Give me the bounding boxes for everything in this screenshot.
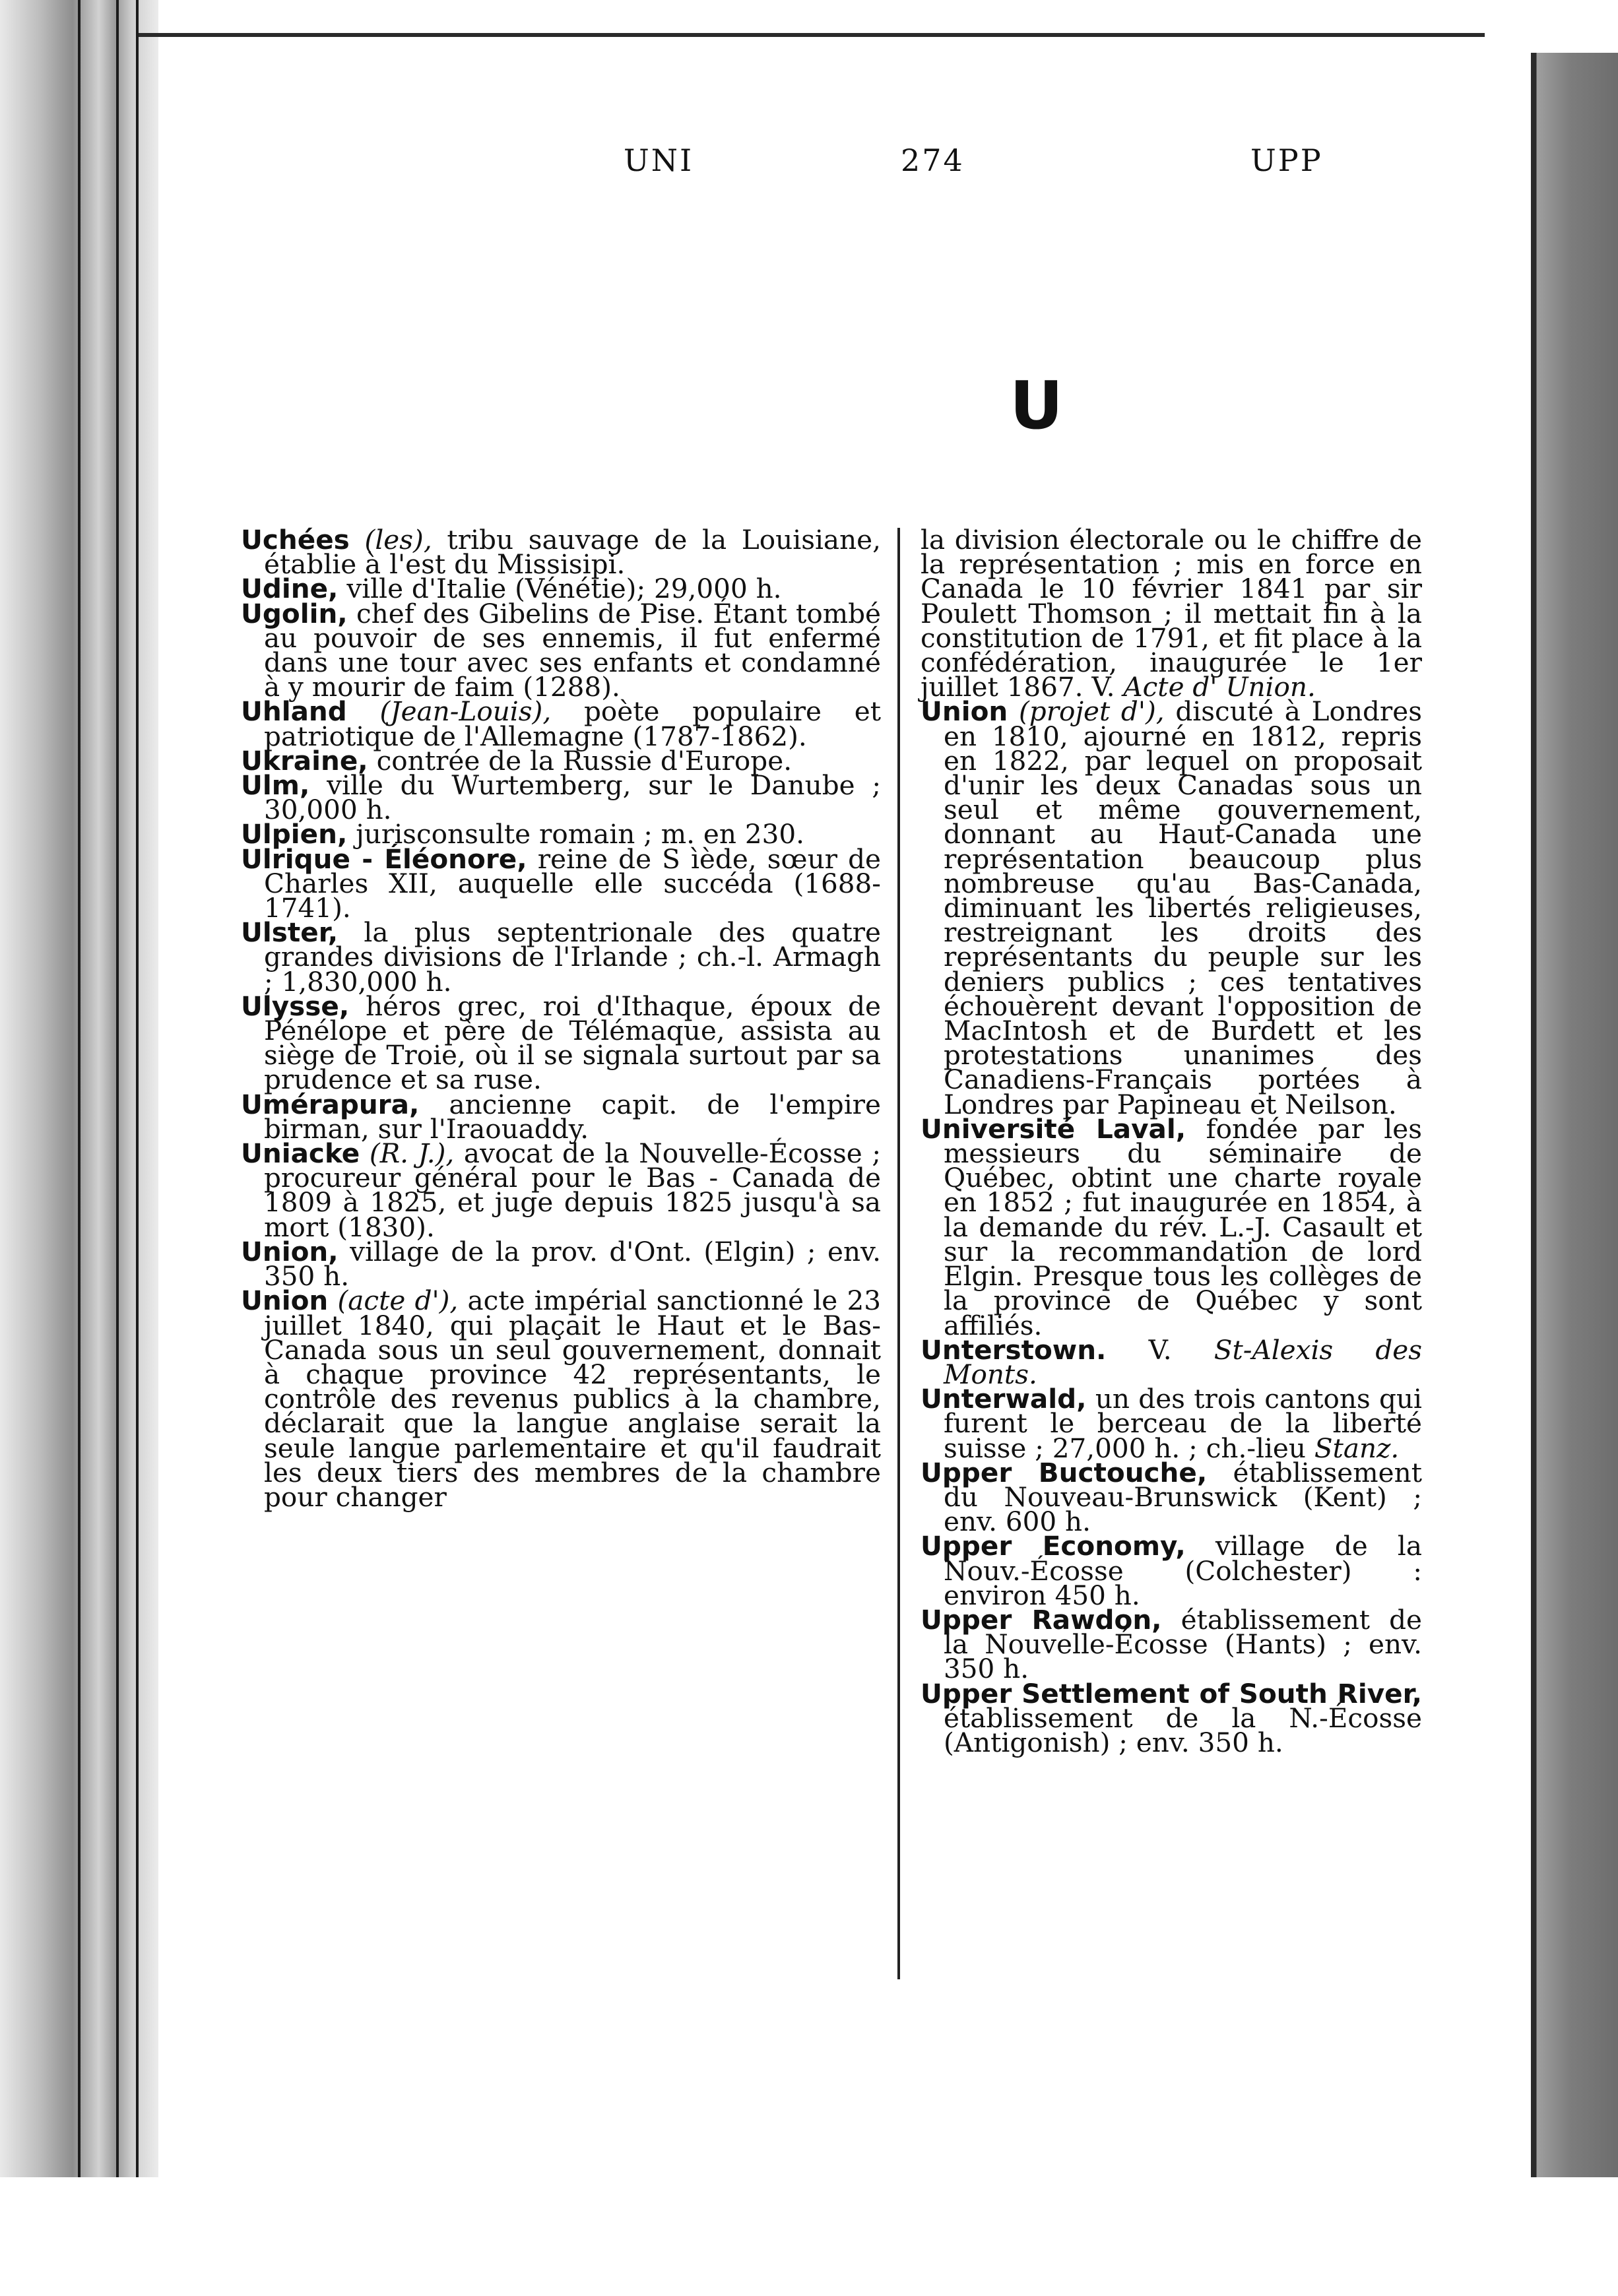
- entry-text: discuté à Londres en 1810, ajourné en 1812, repris en 1822, par lequel on proposait d'unir les deux Canadas sous un seul et même gouvernement, donnant au Haut-Canada une représentation beaucoup plus nombreuse qu'au Bas-Canada, diminuant les libertés religieuses, restreignant les droits des représentants du peuple sur les deniers publics ; ces tentatives échouèrent devant l'opposition de MacIntosh et de Burdett et les protestations unanimes des Canadiens-Français portées à Londres par Papineau et Neilson.: [944, 695, 1422, 1120]
- entry-text: établissement du Nouveau-Brunswick (Kent) ; env. 600 h.: [944, 1456, 1423, 1538]
- entry-headword: Upper Rawdon,: [921, 1603, 1162, 1636]
- entry-headword: Ukraine,: [241, 744, 368, 777]
- entry-headword: Ulster,: [241, 916, 339, 949]
- entry-text: établissement de la N.-Écosse (Antigonish) ; env. 350 h.: [944, 1702, 1422, 1758]
- page-number: 274: [901, 143, 965, 178]
- right-column: [921, 524, 1423, 1758]
- bottom-margin: [0, 2177, 1618, 2296]
- entry-text: acte impérial sanctionné le 23 juillet 1840, qui plaçait le Haut et le Bas-Canada sous un seul gouvernement, donnait à chaque province 42 représentants, le contrôle des revenus publics à la chambre, déclarait que la langue anglaise serait la seule langue parlementaire et qu'il faudrait les deux tiers des membres de la chambre pour changer: [264, 1285, 882, 1513]
- section-letter: U: [1010, 367, 1064, 444]
- page-edge-line: [116, 0, 119, 2296]
- entry-qualifier: (acte d'),: [337, 1285, 459, 1317]
- entry-qualifier: (R. J.),: [369, 1137, 455, 1170]
- dictionary-entry: [241, 916, 881, 998]
- entry-headword: Upper Buctouche,: [921, 1456, 1208, 1488]
- running-head-left: UNI: [624, 143, 694, 178]
- running-head-right: UPP: [1250, 143, 1323, 178]
- entry-text: ville du Wurtemberg, sur le Danube ; 30,000 h.: [264, 769, 882, 826]
- dictionary-entry: [241, 1088, 881, 1145]
- entry-text: contrée de la Russie d'Europe.: [376, 744, 793, 777]
- entry-headword: Upper Settlement of South River,: [921, 1677, 1422, 1709]
- entry-headword: Uniacke: [241, 1137, 360, 1170]
- entry-text: poète populaire et patriotique de l'Allemagne (1787-1862).: [264, 695, 881, 752]
- page-edge-line: [78, 0, 81, 2296]
- entry-text: un des trois cantons qui furent le berceau de la liberté suisse ; 27,000 h. ; ch.-lieu: [944, 1383, 1422, 1464]
- dictionary-entry: [241, 769, 882, 826]
- entry-text: ville d'Italie (Vénétie); 29,000 h.: [346, 573, 782, 605]
- entry-headword: Uchées: [241, 524, 350, 556]
- entry-cross-reference: St-Alexis des Monts.: [944, 1333, 1422, 1390]
- dictionary-entry: [921, 1603, 1423, 1685]
- entry-text: la division électorale ou le chiffre de la représentation ; mis en force en Canada le 10 février 1841 par sir Poulett Thomson ; il mettait fin à la constitution de 1791, et fit place à la confédération, inaugurée le 1er juillet 1867. V.: [921, 524, 1422, 703]
- entry-headword: Ugolin,: [241, 597, 348, 629]
- entry-text: village de la Nouv.-Écosse (Colchester) : environ 450 h.: [944, 1530, 1422, 1611]
- dictionary-entry: [241, 1235, 881, 1292]
- entry-text: reine de S ìède, sœur de Charles XII, auquelle elle succéda (1688-1741).: [264, 843, 882, 924]
- entry-text: héros grec, roi d'Ithaque, époux de Pénélope et père de Télémaque, assista au siège de Troie, où il se signala surtout par sa prudence et sa ruse.: [264, 990, 882, 1096]
- entry-headword: Université Laval,: [921, 1112, 1186, 1145]
- entry-text: établissement de la Nouvelle-Écosse (Hants) ; env. 350 h.: [944, 1603, 1423, 1685]
- entry-headword: Unterstown.: [921, 1333, 1107, 1366]
- entry-headword: Umérapura,: [241, 1088, 420, 1120]
- dictionary-entry: [921, 1456, 1423, 1538]
- entry-headword: Uhland: [241, 695, 347, 728]
- dictionary-entry: [921, 1383, 1422, 1464]
- entry-qualifier: (les),: [364, 524, 432, 556]
- entry-text: chef des Gibelins de Pise. Étant tombé au pouvoir de ses ennemis, il fut enfermé dans une tour avec ses enfants et condamné à y mourir de faim (1288).: [264, 597, 882, 703]
- entry-text: tribu sauvage de la Louisiane, établie à l'est du Missisipi.: [264, 524, 881, 581]
- entry-cross-reference: Stanz.: [1314, 1432, 1400, 1464]
- entry-headword: Unterwald,: [921, 1383, 1087, 1415]
- entry-headword: Union: [241, 1285, 329, 1317]
- entry-text: avocat de la Nouvelle-Écosse ; procureur général pour le Bas - Canada de 1809 à 1825, et juge depuis 1825 jusqu'à sa mort (1830).: [264, 1137, 882, 1243]
- entry-headword: Udine,: [241, 573, 339, 605]
- entry-text: V.: [1148, 1333, 1214, 1366]
- entry-headword: Upper Economy,: [921, 1530, 1186, 1562]
- entry-headword: Ulysse,: [241, 990, 350, 1022]
- page-edge-line: [136, 0, 139, 2296]
- dictionary-entry: [241, 524, 881, 581]
- dictionary-entry: [241, 597, 882, 703]
- column-rule: [897, 528, 900, 1979]
- dictionary-entry: [921, 695, 1422, 1120]
- entry-headword: Ulpien,: [241, 818, 348, 850]
- dictionary-entry: [241, 843, 882, 924]
- entry-text: village de la prov. d'Ont. (Elgin) ; env. 350 h.: [264, 1235, 881, 1292]
- dictionary-entry: [921, 1112, 1423, 1341]
- entry-headword: Ulm,: [241, 769, 310, 802]
- dictionary-entry: [241, 695, 881, 752]
- entry-qualifier: (Jean-Louis),: [379, 695, 552, 728]
- entry-text: ancienne capit. de l'empire birman, sur l'Iraouaddy.: [264, 1088, 881, 1145]
- dictionary-entry: [241, 1137, 882, 1243]
- dictionary-entry: [921, 1530, 1422, 1611]
- entry-qualifier: (projet d'),: [1018, 695, 1165, 728]
- dictionary-entry: [921, 1333, 1422, 1390]
- entry-text: la plus septentrionale des quatre grandes divisions de l'Irlande ; ch.-l. Armagh ; 1,830,000 h.: [264, 916, 881, 998]
- running-head: [158, 143, 1531, 195]
- right-page-edge: [1531, 53, 1618, 2296]
- left-column: [241, 524, 882, 1513]
- dictionary-entry: [921, 524, 1422, 703]
- entry-headword: Ulrique - Éléonore,: [241, 843, 527, 875]
- dictionary-entry: [241, 1285, 882, 1513]
- entry-headword: Union,: [241, 1235, 339, 1267]
- entry-headword: Union: [921, 695, 1008, 728]
- entry-cross-reference: Acte d' Union.: [1123, 671, 1316, 703]
- dictionary-entry: [921, 1677, 1422, 1758]
- dictionary-entry: [241, 990, 882, 1096]
- entry-text: jurisconsulte romain ; m. en 230.: [356, 818, 805, 850]
- entry-text: fondée par les messieurs du séminaire de Québec, obtint une charte royale en 1852 ; fut inaugurée en 1854, à la demande du rév. L.-J. Casault et sur la recommandation de lord Elgin. Presque tous les collèges de la province de Québec y sont affiliés.: [944, 1112, 1423, 1341]
